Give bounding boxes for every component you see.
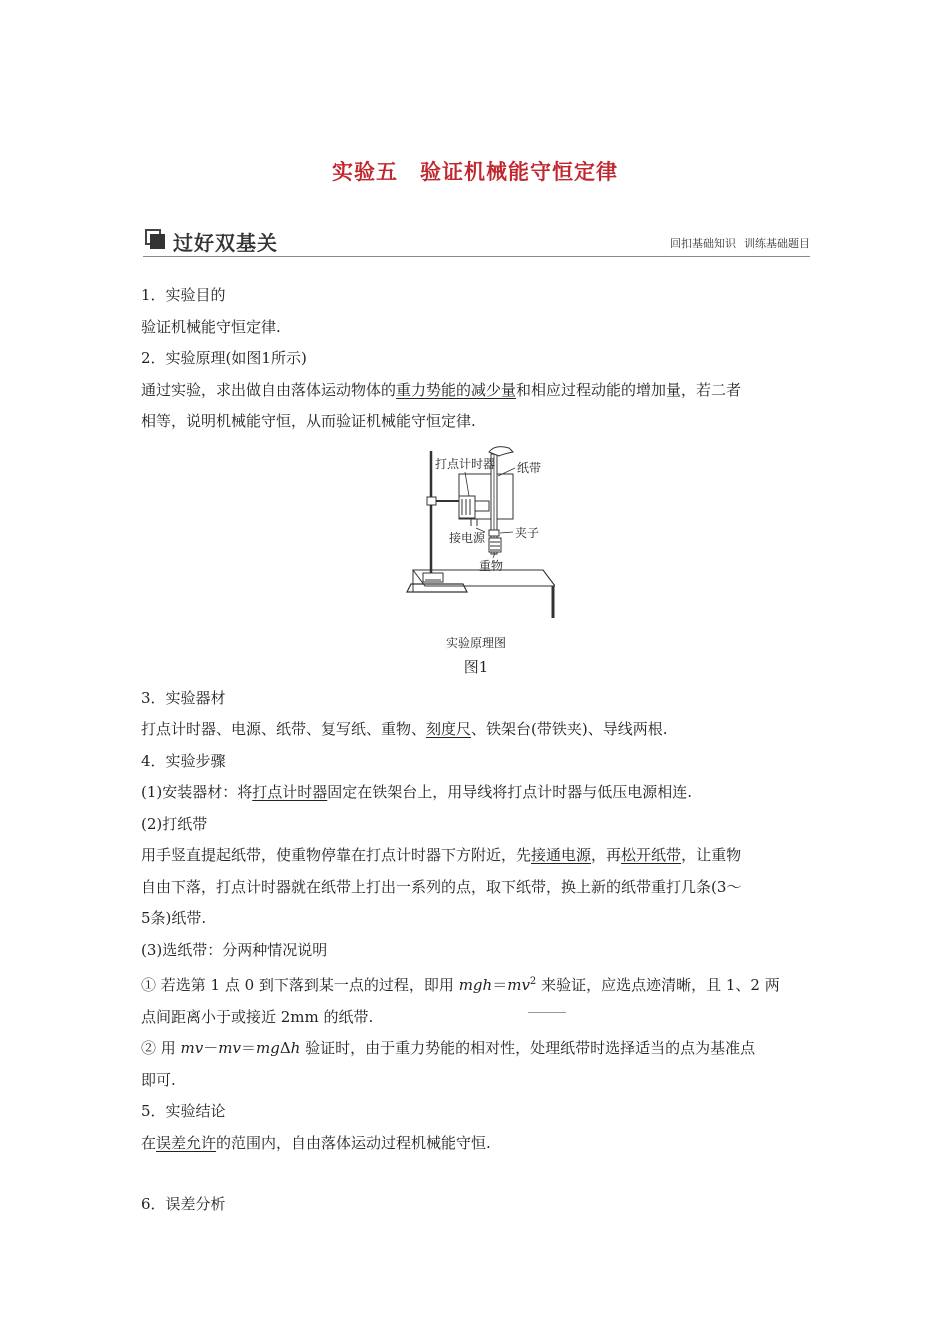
section-header	[143, 226, 810, 257]
label-weight: 重物	[479, 558, 504, 573]
underlined-term: 打点计时器	[252, 783, 328, 801]
heading-steps: 4．实验步骤	[141, 751, 226, 770]
section-subtitle	[670, 235, 810, 251]
heading-conclusion: 5．实验结论	[141, 1102, 226, 1120]
label-timer: 打点计时器	[435, 456, 496, 471]
experiment-figure	[141, 446, 811, 654]
section-square-icon	[145, 229, 165, 249]
page-title: 实验五 验证机械能守恒定律	[332, 160, 618, 184]
step-install: (1)安装器材：将打点计时器固定在铁架台上，用导线将打点计时器与低压电源相连.	[141, 783, 693, 801]
figure-caption: 图1	[463, 657, 489, 676]
text-principle-line1: 通过实验，求出做自由落体运动物体的重力势能的减少量和相应过程动能的增加量，若二者	[141, 380, 742, 399]
underlined-term: 松开纸带	[621, 846, 682, 864]
heading-error-analysis: 6．误差分析	[141, 1195, 226, 1213]
case-one-line2: 点间距离小于或接近 2mm 的纸带.	[141, 1007, 374, 1026]
case-two-line2: 即可.	[141, 1070, 176, 1089]
heading-principle: 2．实验原理(如图1所示)	[141, 349, 307, 367]
text-purpose: 验证机械能守恒定律.	[141, 317, 281, 336]
label-tape: 纸带	[517, 460, 542, 475]
underlined-term: 接通电源	[531, 846, 592, 864]
label-clip: 夹子	[515, 525, 540, 540]
text-principle-line2: 相等，说明机械能守恒，从而验证机械能守恒定律.	[141, 412, 476, 430]
underlined-term: 刻度尺	[426, 720, 472, 738]
section-heading: 过好双基关	[173, 231, 278, 255]
text-equipment: 打点计时器、电源、纸带、复写纸、重物、刻度尺、铁架台(带铁夹)、导线两根.	[141, 720, 668, 738]
case-one-line1: ① 若选第 1 点 0 到下落到某一点的过程，即用 $mgh=mv^2$ 来验证，应选点迹清晰，且 1、2 两	[141, 976, 780, 994]
decorative-line	[528, 1012, 566, 1013]
figure-inner-caption: 实验原理图	[445, 635, 506, 650]
heading-equipment: 3．实验器材	[141, 688, 226, 707]
case-two-line1: ② 用 mv－mv＝mgΔh 验证时，由于重力势能的相对性，处理纸带时选择适当的点为基准点	[141, 1039, 756, 1057]
underlined-term: 误差允许	[156, 1133, 217, 1152]
section-subtitle-b: 训练基础题目	[744, 237, 810, 250]
step-tape-line3: 5条)纸带.	[141, 909, 207, 927]
document-body	[141, 280, 811, 1221]
step-tape-heading: (2)打纸带	[141, 814, 208, 833]
step-tape-line2: 自由下落，打点计时器就在纸带上打出一系列的点，取下纸带，换上新的纸带重打几条(3～	[141, 877, 742, 896]
step-select-heading: (3)选纸带：分两种情况说明	[141, 940, 328, 959]
underlined-term: 重力势能的减少量	[396, 380, 517, 399]
heading-purpose: 1．实验目的	[141, 286, 226, 304]
text-conclusion: 在误差允许的范围内，自由落体运动过程机械能守恒.	[141, 1133, 491, 1152]
label-power: 接电源	[449, 530, 486, 545]
section-subtitle-a: 回扣基础知识	[670, 237, 736, 250]
apparatus-diagram	[405, 446, 555, 631]
step-tape-line1: 用手竖直提起纸带，使重物停靠在打点计时器下方附近，先接通电源，再松开纸带，让重物	[141, 846, 742, 864]
